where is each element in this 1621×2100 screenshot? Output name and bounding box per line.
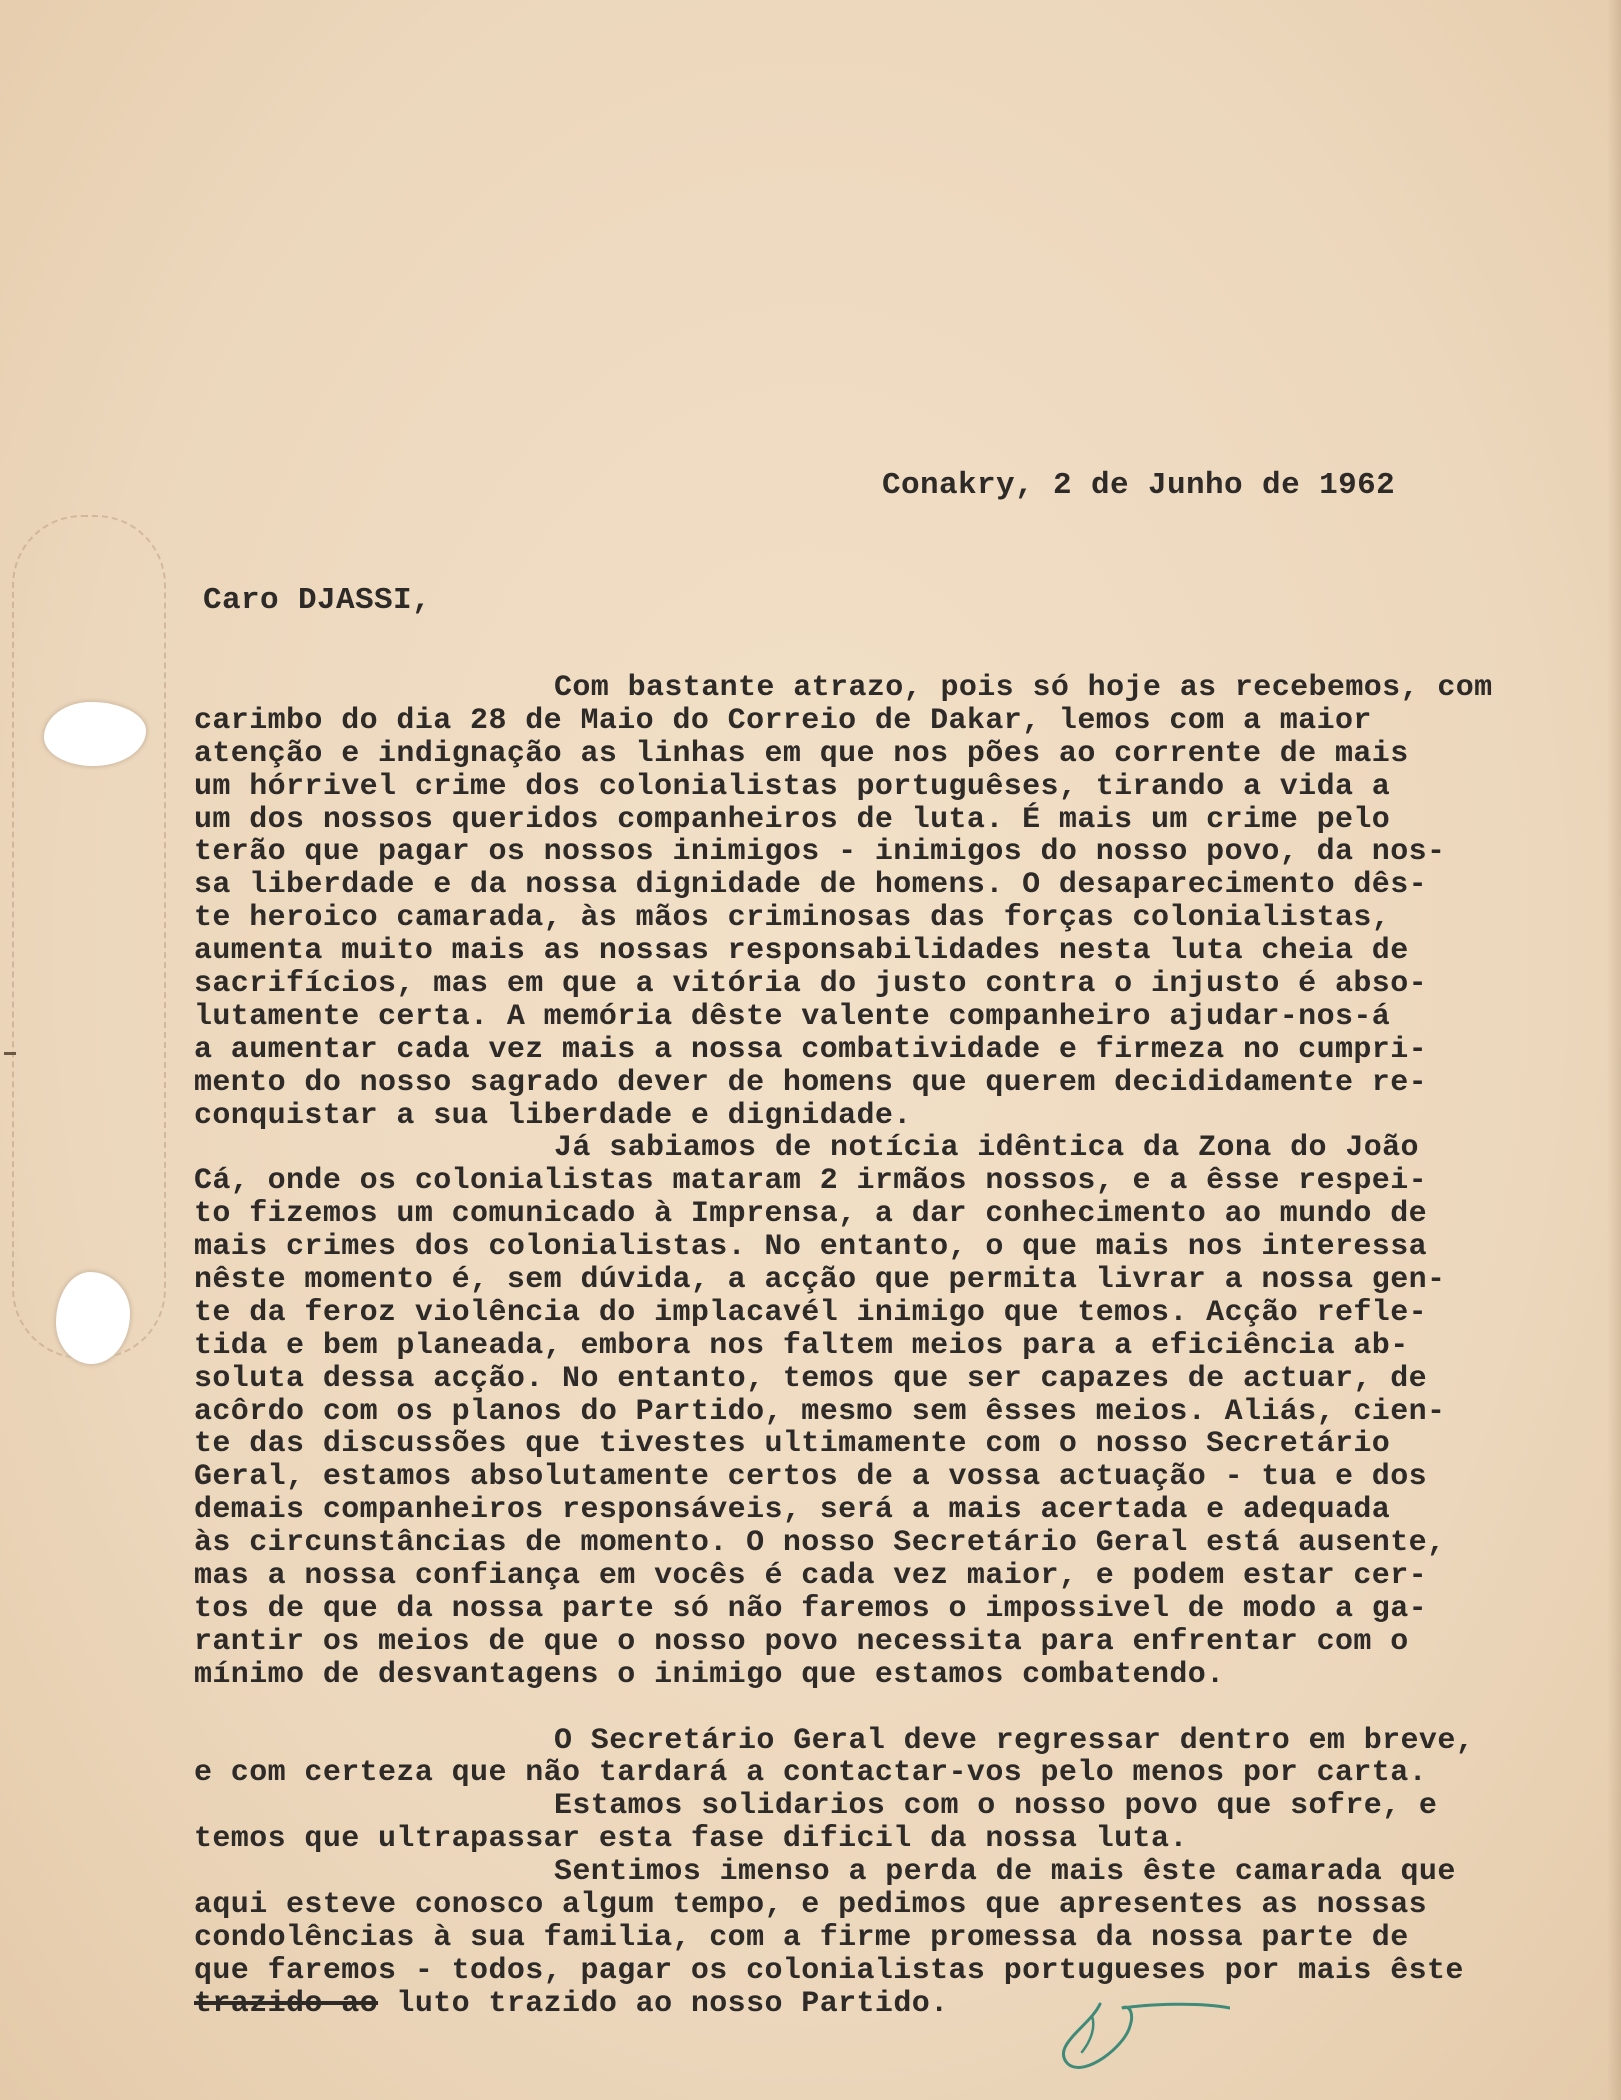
letter-date: Conakry, 2 de Junho de 1962 [882, 468, 1396, 503]
letter-line: acôrdo com os planos do Partido, mesmo sem êsses meios. Aliás, cien- [194, 1394, 1446, 1429]
letter-line: sacrifícios, mas em que a vitória do justo contra o injusto é abso- [194, 967, 1427, 1002]
closing-text: luto trazido ao nosso Partido. [378, 1986, 949, 2021]
letter-line: um dos nossos queridos companheiros de luta. É mais um crime pelo [194, 802, 1391, 837]
letter-line: Estamos solidarios com o nosso povo que sofre, e [554, 1789, 1438, 1824]
letter-line: aumenta muito mais as nossas responsabilidades nesta luta cheia de [194, 934, 1409, 969]
letter-line: demais companheiros responsáveis, será a mais acertada e adequada [194, 1493, 1391, 1528]
letter-line: terão que pagar os nossos inimigos - inimigos do nosso povo, da nos- [194, 835, 1446, 870]
letter-line: mais crimes dos colonialistas. No entanto, o que mais nos interessa [194, 1230, 1427, 1265]
letter-line: conquistar a sua liberdade e dignidade. [194, 1098, 912, 1133]
letter-line: e com certeza que não tardará a contactar-vos pelo menos por carta. [194, 1756, 1427, 1791]
letter-line: tos de que da nossa parte só não faremos o impossivel de modo a ga- [194, 1591, 1427, 1626]
letter-line: Sentimos imenso a perda de mais êste camarada que [554, 1855, 1456, 1890]
letter-line: um hórrivel crime dos colonialistas portuguêses, tirando a vida a [194, 769, 1391, 804]
letter-line [194, 1692, 1614, 1725]
letter-line: aqui esteve conosco algum tempo, e pedimos que apresentes as nossas [194, 1887, 1427, 1922]
letter-line: atenção e indignação as linhas em que nos pões ao corrente de mais [194, 736, 1409, 771]
letter-line: te heroico camarada, às mãos criminosas das forças colonialistas, [194, 901, 1391, 936]
letter-line: Cá, onde os colonialistas mataram 2 irmãos nossos, e a êsse respei- [194, 1164, 1427, 1199]
letter-line: rantir os meios de que o nosso povo necessita para enfrentar com o [194, 1624, 1409, 1659]
letter-line: Já sabiamos de notícia idêntica da Zona do João [554, 1131, 1419, 1166]
letter-line: temos que ultrapassar esta fase dificil da nossa luta. [194, 1822, 1188, 1857]
letter-line: te da feroz violência do implacavél inimigo que temos. Acção refle- [194, 1295, 1427, 1330]
letter-line: soluta dessa acção. No entanto, temos que ser capazes de actuar, de [194, 1361, 1427, 1396]
letter-line: mento do nosso sagrado dever de homens que querem decididamente re- [194, 1065, 1427, 1100]
crossed-out-text: trazido ao [194, 1986, 379, 2021]
letter-line: às circunstâncias de momento. O nosso Secretário Geral está ausente, [194, 1526, 1446, 1561]
letter-line: mínimo de desvantagens o inimigo que estamos combatendo. [194, 1657, 1225, 1692]
letter-line: te das discussões que tivestes ultimamente com o nosso Secretário [194, 1427, 1391, 1462]
letter-line: carimbo do dia 28 de Maio do Correio de Dakar, lemos com a maior [194, 703, 1372, 738]
letter-line: tida e bem planeada, embora nos faltem meios para a eficiência ab- [194, 1328, 1409, 1363]
letter-line: sa liberdade e da nossa dignidade de homens. O desaparecimento dês- [194, 868, 1427, 903]
letter-line: to fizemos um comunicado à Imprensa, a dar conhecimento ao mundo de [194, 1197, 1427, 1232]
letter-line: que faremos - todos, pagar os colonialistas portugueses por mais êste [194, 1953, 1464, 1988]
letter-line: nêste momento é, sem dúvida, a acção que permita livrar a nossa gen- [194, 1263, 1446, 1298]
handwritten-signature [1030, 1986, 1230, 2086]
letter-line: Geral, estamos absolutamente certos de a vossa actuação - tua e dos [194, 1460, 1427, 1495]
letter-salutation: Caro DJASSI, [203, 583, 432, 618]
letter-line: a aumentar cada vez mais a nossa combatividade e firmeza no cumpri- [194, 1032, 1427, 1067]
letter-line-last [194, 1988, 1614, 2021]
letter-body [194, 672, 1614, 2021]
letter-line: mas a nossa confiança em vocês é cada vez maior, e podem estar cer- [194, 1559, 1427, 1594]
letter-line: Com bastante atrazo, pois só hoje as recebemos, com [554, 671, 1493, 705]
letter-line: O Secretário Geral deve regressar dentro em breve, [554, 1723, 1475, 1758]
letter-line: lutamente certa. A memória dêste valente companheiro ajudar-nos-á [194, 999, 1391, 1034]
letter-line: condolências à sua familia, com a firme promessa da nossa parte de [194, 1920, 1409, 1955]
